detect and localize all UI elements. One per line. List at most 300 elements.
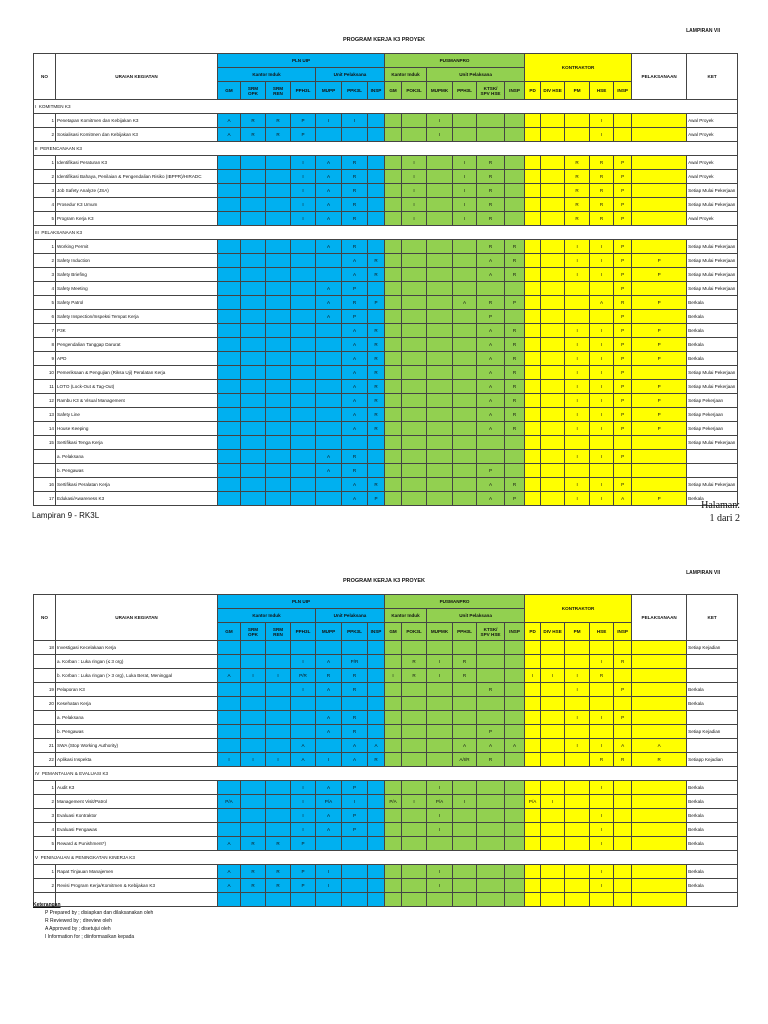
role-cell	[477, 795, 505, 809]
role-cell	[427, 683, 453, 697]
halaman-label: Halaman:	[701, 500, 740, 511]
row-activity: LOTO (Lock-Out & Tag-Out)	[56, 380, 218, 394]
row-activity: a. Pelaksana	[56, 450, 218, 464]
role-cell	[402, 310, 427, 324]
table-row	[34, 380, 738, 394]
role-cell: R	[342, 669, 368, 683]
role-cell	[525, 408, 541, 422]
role-cell	[402, 823, 427, 837]
role-cell: A	[316, 170, 342, 184]
role-cell	[368, 697, 385, 711]
role-cell	[453, 837, 477, 851]
row-pelaksanaan: Awal Proyek	[687, 212, 738, 226]
role-cell: A	[342, 492, 368, 506]
role-cell	[505, 450, 525, 464]
role-cell	[632, 128, 687, 142]
legend-keterangan	[33, 901, 153, 941]
role-cell	[541, 296, 565, 310]
role-cell	[291, 352, 316, 366]
role-cell: R	[614, 296, 632, 310]
role-cell: P	[632, 254, 687, 268]
table-row	[34, 156, 738, 170]
role-cell	[614, 436, 632, 450]
role-cell: R	[342, 184, 368, 198]
row-number: 5	[34, 296, 56, 310]
table-row	[34, 338, 738, 352]
section-label: II PERENCANAAN K3	[34, 142, 738, 156]
row-number: 21	[34, 739, 56, 753]
role-cell	[541, 879, 565, 893]
role-cell	[541, 865, 565, 879]
role-cell	[590, 795, 614, 809]
header-mupp: MUPP	[316, 82, 342, 100]
role-cell: I	[427, 781, 453, 795]
role-cell	[368, 683, 385, 697]
section-label: IV PEMANTAUAN & EVALUASI K3	[34, 767, 738, 781]
role-cell	[266, 893, 291, 907]
role-cell	[525, 212, 541, 226]
role-cell	[541, 324, 565, 338]
role-cell	[632, 879, 687, 893]
role-cell	[525, 282, 541, 296]
role-cell: I	[291, 170, 316, 184]
role-cell	[525, 170, 541, 184]
role-cell	[614, 697, 632, 711]
role-cell	[477, 893, 505, 907]
role-cell	[342, 641, 368, 655]
role-cell	[590, 641, 614, 655]
role-cell: I	[565, 338, 590, 352]
role-cell	[316, 408, 342, 422]
role-cell	[453, 492, 477, 506]
role-cell: A	[477, 380, 505, 394]
role-cell: I	[453, 212, 477, 226]
role-cell: R	[565, 184, 590, 198]
role-cell	[453, 436, 477, 450]
row-activity: Aplikasi Inspekta	[56, 753, 218, 767]
role-cell	[241, 212, 266, 226]
role-cell	[316, 492, 342, 506]
role-cell: A	[453, 739, 477, 753]
role-cell	[218, 156, 241, 170]
role-cell	[632, 865, 687, 879]
legend-item: P Prepared by ; disiapkan dan dilaksanakan oleh	[45, 910, 154, 916]
row-number: 13	[34, 408, 56, 422]
role-cell	[632, 464, 687, 478]
row-number	[34, 655, 56, 669]
row-activity: Pelaporan K3	[56, 683, 218, 697]
role-cell: R	[590, 753, 614, 767]
role-cell	[218, 478, 241, 492]
role-cell	[427, 464, 453, 478]
role-cell	[291, 725, 316, 739]
role-cell: I	[590, 809, 614, 823]
role-cell: R	[368, 753, 385, 767]
role-cell: P	[632, 338, 687, 352]
role-cell: R	[477, 184, 505, 198]
role-cell	[266, 725, 291, 739]
role-cell: P	[477, 464, 505, 478]
header-hse: HSE	[590, 623, 614, 641]
role-cell	[241, 450, 266, 464]
role-cell: P	[505, 492, 525, 506]
role-cell	[427, 352, 453, 366]
role-cell	[266, 450, 291, 464]
role-cell: A	[316, 809, 342, 823]
role-cell	[368, 641, 385, 655]
role-cell: R	[342, 711, 368, 725]
table-row	[34, 114, 738, 128]
role-cell	[368, 865, 385, 879]
row-pelaksanaan: Setiap Mulai Pekerjaan	[687, 436, 738, 450]
row-pelaksanaan	[687, 711, 738, 725]
role-cell	[266, 711, 291, 725]
role-cell	[614, 879, 632, 893]
role-cell	[590, 436, 614, 450]
role-cell: R	[505, 324, 525, 338]
role-cell: A	[316, 198, 342, 212]
role-cell	[614, 464, 632, 478]
role-cell: R	[590, 198, 614, 212]
role-cell	[368, 711, 385, 725]
role-cell	[385, 408, 402, 422]
role-cell: I	[590, 865, 614, 879]
role-cell: A	[368, 739, 385, 753]
row-pelaksanaan: Setiap Mulai Pekerjaan	[687, 366, 738, 380]
role-cell: I	[565, 739, 590, 753]
role-cell: A	[477, 408, 505, 422]
role-cell: A	[342, 753, 368, 767]
role-cell	[385, 394, 402, 408]
role-cell	[525, 310, 541, 324]
row-pelaksanaan: Setiap Mulai Pekerjaan	[687, 254, 738, 268]
role-cell: A	[453, 296, 477, 310]
role-cell: R	[590, 184, 614, 198]
role-cell	[316, 366, 342, 380]
header-gm2: GM	[385, 623, 402, 641]
role-cell	[342, 879, 368, 893]
role-cell	[385, 492, 402, 506]
role-cell: R	[241, 114, 266, 128]
role-cell: R	[505, 366, 525, 380]
role-cell	[477, 879, 505, 893]
role-cell	[241, 366, 266, 380]
table-row	[34, 655, 738, 669]
role-cell	[525, 352, 541, 366]
role-cell: I	[565, 422, 590, 436]
role-cell	[316, 837, 342, 851]
role-cell	[453, 422, 477, 436]
role-cell: A	[218, 669, 241, 683]
role-cell: R	[342, 212, 368, 226]
row-number: 7	[34, 324, 56, 338]
role-cell	[385, 184, 402, 198]
role-cell	[316, 324, 342, 338]
role-cell	[218, 492, 241, 506]
role-cell	[266, 366, 291, 380]
role-cell	[316, 697, 342, 711]
role-cell	[218, 436, 241, 450]
role-cell: P	[614, 338, 632, 352]
row-pelaksanaan: Berkala	[687, 879, 738, 893]
role-cell	[505, 310, 525, 324]
role-cell	[525, 394, 541, 408]
role-cell: A	[218, 837, 241, 851]
role-cell	[241, 655, 266, 669]
table-row	[34, 212, 738, 226]
table-row	[34, 464, 738, 478]
role-cell	[525, 268, 541, 282]
row-activity: b. Korban : Luka ringan (> 3 org), Luka Berat, Meninggal	[56, 669, 218, 683]
header-ktsk: KTSK/ SPV HSE	[477, 82, 505, 100]
role-cell: I	[590, 823, 614, 837]
header-no: NO	[34, 54, 56, 100]
row-pelaksanaan: Setiap Mulai Pekerjaan	[687, 184, 738, 198]
role-cell	[541, 753, 565, 767]
row-pelaksanaan: Setiap Mulai Pekerjaan	[687, 478, 738, 492]
role-cell	[316, 380, 342, 394]
role-cell	[614, 114, 632, 128]
row-activity: Rambu K3 & Visual Management	[56, 394, 218, 408]
role-cell	[505, 170, 525, 184]
role-cell	[427, 436, 453, 450]
role-cell: P	[614, 170, 632, 184]
role-cell	[385, 865, 402, 879]
role-cell: R	[402, 655, 427, 669]
role-cell: P	[342, 823, 368, 837]
role-cell: I	[590, 879, 614, 893]
role-cell: P	[632, 394, 687, 408]
role-cell	[565, 893, 590, 907]
role-cell	[525, 697, 541, 711]
role-cell: A	[342, 380, 368, 394]
role-cell: P	[632, 296, 687, 310]
role-cell: R	[241, 865, 266, 879]
role-cell	[218, 464, 241, 478]
role-cell: P	[614, 352, 632, 366]
role-cell	[368, 795, 385, 809]
role-cell	[427, 184, 453, 198]
role-cell: I	[565, 240, 590, 254]
role-cell	[342, 893, 368, 907]
role-cell	[565, 809, 590, 823]
role-cell	[505, 128, 525, 142]
role-cell	[541, 170, 565, 184]
role-cell: P/A	[427, 795, 453, 809]
role-cell	[385, 809, 402, 823]
role-cell	[342, 865, 368, 879]
row-activity: Sertifikasi Peralatan Kerja	[56, 478, 218, 492]
role-cell: R	[368, 338, 385, 352]
role-cell: I	[291, 655, 316, 669]
role-cell: I	[565, 711, 590, 725]
role-cell	[291, 324, 316, 338]
role-cell	[402, 240, 427, 254]
role-cell	[385, 641, 402, 655]
table-row	[34, 198, 738, 212]
header-uraian: URAIAN KEGIATAN	[56, 595, 218, 641]
row-activity: Edukasi/Awareness K3	[56, 492, 218, 506]
role-cell	[316, 641, 342, 655]
role-cell	[632, 781, 687, 795]
row-number: 12	[34, 394, 56, 408]
role-cell	[385, 114, 402, 128]
row-pelaksanaan: Berkala	[687, 697, 738, 711]
role-cell	[402, 865, 427, 879]
role-cell: I	[427, 669, 453, 683]
role-cell	[402, 450, 427, 464]
role-cell	[241, 296, 266, 310]
row-pelaksanaan: Setiap Mulai Pekerjaan	[687, 268, 738, 282]
header-unit-pelaksana: Unit Pelaksana	[316, 68, 385, 82]
role-cell	[427, 739, 453, 753]
role-cell	[241, 352, 266, 366]
row-number: 8	[34, 338, 56, 352]
role-cell	[241, 170, 266, 184]
role-cell	[505, 795, 525, 809]
role-cell: I	[291, 795, 316, 809]
role-cell	[241, 641, 266, 655]
role-cell: A	[316, 296, 342, 310]
role-cell	[402, 711, 427, 725]
role-cell	[427, 492, 453, 506]
role-cell	[453, 254, 477, 268]
role-cell	[541, 212, 565, 226]
page-indicator	[701, 499, 740, 525]
role-cell	[632, 809, 687, 823]
role-cell: R	[368, 366, 385, 380]
row-number: 2	[34, 254, 56, 268]
role-cell	[402, 809, 427, 823]
halaman-value: 1 dari 2	[709, 513, 740, 524]
role-cell: P	[342, 282, 368, 296]
role-cell: I	[241, 753, 266, 767]
role-cell: I	[291, 184, 316, 198]
header-pusmanpro: PUSMANPRO	[385, 595, 525, 609]
role-cell	[505, 156, 525, 170]
role-cell: I	[590, 380, 614, 394]
role-cell: P	[614, 711, 632, 725]
role-cell	[565, 128, 590, 142]
row-pelaksanaan: Berkala	[687, 865, 738, 879]
role-cell: I	[590, 338, 614, 352]
role-cell	[266, 212, 291, 226]
role-cell	[453, 114, 477, 128]
header-unit-pelaksana: Unit Pelaksana	[427, 609, 525, 623]
role-cell: P	[614, 254, 632, 268]
role-cell: R	[342, 156, 368, 170]
header-kantor-induk: Kantor Induk	[385, 68, 427, 82]
role-cell	[541, 366, 565, 380]
role-cell	[453, 478, 477, 492]
role-cell	[266, 394, 291, 408]
header-gm: GM	[218, 82, 241, 100]
role-cell	[218, 310, 241, 324]
role-cell: R	[505, 338, 525, 352]
role-cell	[385, 753, 402, 767]
role-cell	[218, 324, 241, 338]
header-kantor-induk: Kantor Induk	[218, 609, 316, 623]
row-pelaksanaan: Berkala	[687, 795, 738, 809]
role-cell: I	[402, 212, 427, 226]
role-cell	[402, 837, 427, 851]
role-cell: I	[590, 128, 614, 142]
role-cell	[453, 310, 477, 324]
role-cell	[385, 170, 402, 184]
role-cell: I	[565, 254, 590, 268]
role-cell	[632, 114, 687, 128]
role-cell	[565, 879, 590, 893]
role-cell: I	[590, 366, 614, 380]
role-cell: P	[368, 296, 385, 310]
role-cell	[402, 282, 427, 296]
role-cell	[368, 669, 385, 683]
row-pelaksanaan: Setiap Mulai Pekerjaan	[687, 198, 738, 212]
role-cell	[565, 310, 590, 324]
role-cell: P	[632, 380, 687, 394]
role-cell	[316, 394, 342, 408]
row-number: 14	[34, 422, 56, 436]
role-cell: A	[218, 114, 241, 128]
role-cell: P	[614, 198, 632, 212]
role-cell: R	[402, 669, 427, 683]
role-cell	[241, 697, 266, 711]
role-cell	[427, 394, 453, 408]
role-cell	[427, 296, 453, 310]
role-cell	[218, 184, 241, 198]
role-cell	[402, 697, 427, 711]
role-cell	[218, 781, 241, 795]
row-activity: Penetapan Komitmen dan Kebijakan K3	[56, 114, 218, 128]
role-cell: A	[614, 492, 632, 506]
role-cell: R	[241, 879, 266, 893]
role-cell	[477, 865, 505, 879]
role-cell	[291, 641, 316, 655]
role-cell: I	[316, 753, 342, 767]
role-cell	[385, 198, 402, 212]
role-cell	[477, 114, 505, 128]
header-kantor-induk: Kantor Induk	[385, 609, 427, 623]
role-cell: R	[565, 156, 590, 170]
table-row	[34, 170, 738, 184]
role-cell	[427, 725, 453, 739]
role-cell	[241, 198, 266, 212]
role-cell	[385, 823, 402, 837]
row-pelaksanaan: Setiap Pekerjaan	[687, 408, 738, 422]
role-cell: P/A	[218, 795, 241, 809]
role-cell: A	[632, 739, 687, 753]
row-pelaksanaan: Setiap Pekerjaan	[687, 422, 738, 436]
role-cell: P	[368, 492, 385, 506]
role-cell	[291, 464, 316, 478]
row-pelaksanaan: Awal Proyek	[687, 156, 738, 170]
role-cell	[368, 240, 385, 254]
role-cell: R	[614, 753, 632, 767]
role-cell	[505, 893, 525, 907]
role-cell	[590, 893, 614, 907]
role-cell	[241, 683, 266, 697]
role-cell: R	[368, 478, 385, 492]
role-cell	[266, 380, 291, 394]
table-row	[34, 809, 738, 823]
role-cell	[632, 436, 687, 450]
role-cell	[266, 697, 291, 711]
role-cell: R	[266, 837, 291, 851]
role-cell	[632, 310, 687, 324]
row-number: 17	[34, 492, 56, 506]
role-cell	[525, 464, 541, 478]
role-cell	[632, 669, 687, 683]
